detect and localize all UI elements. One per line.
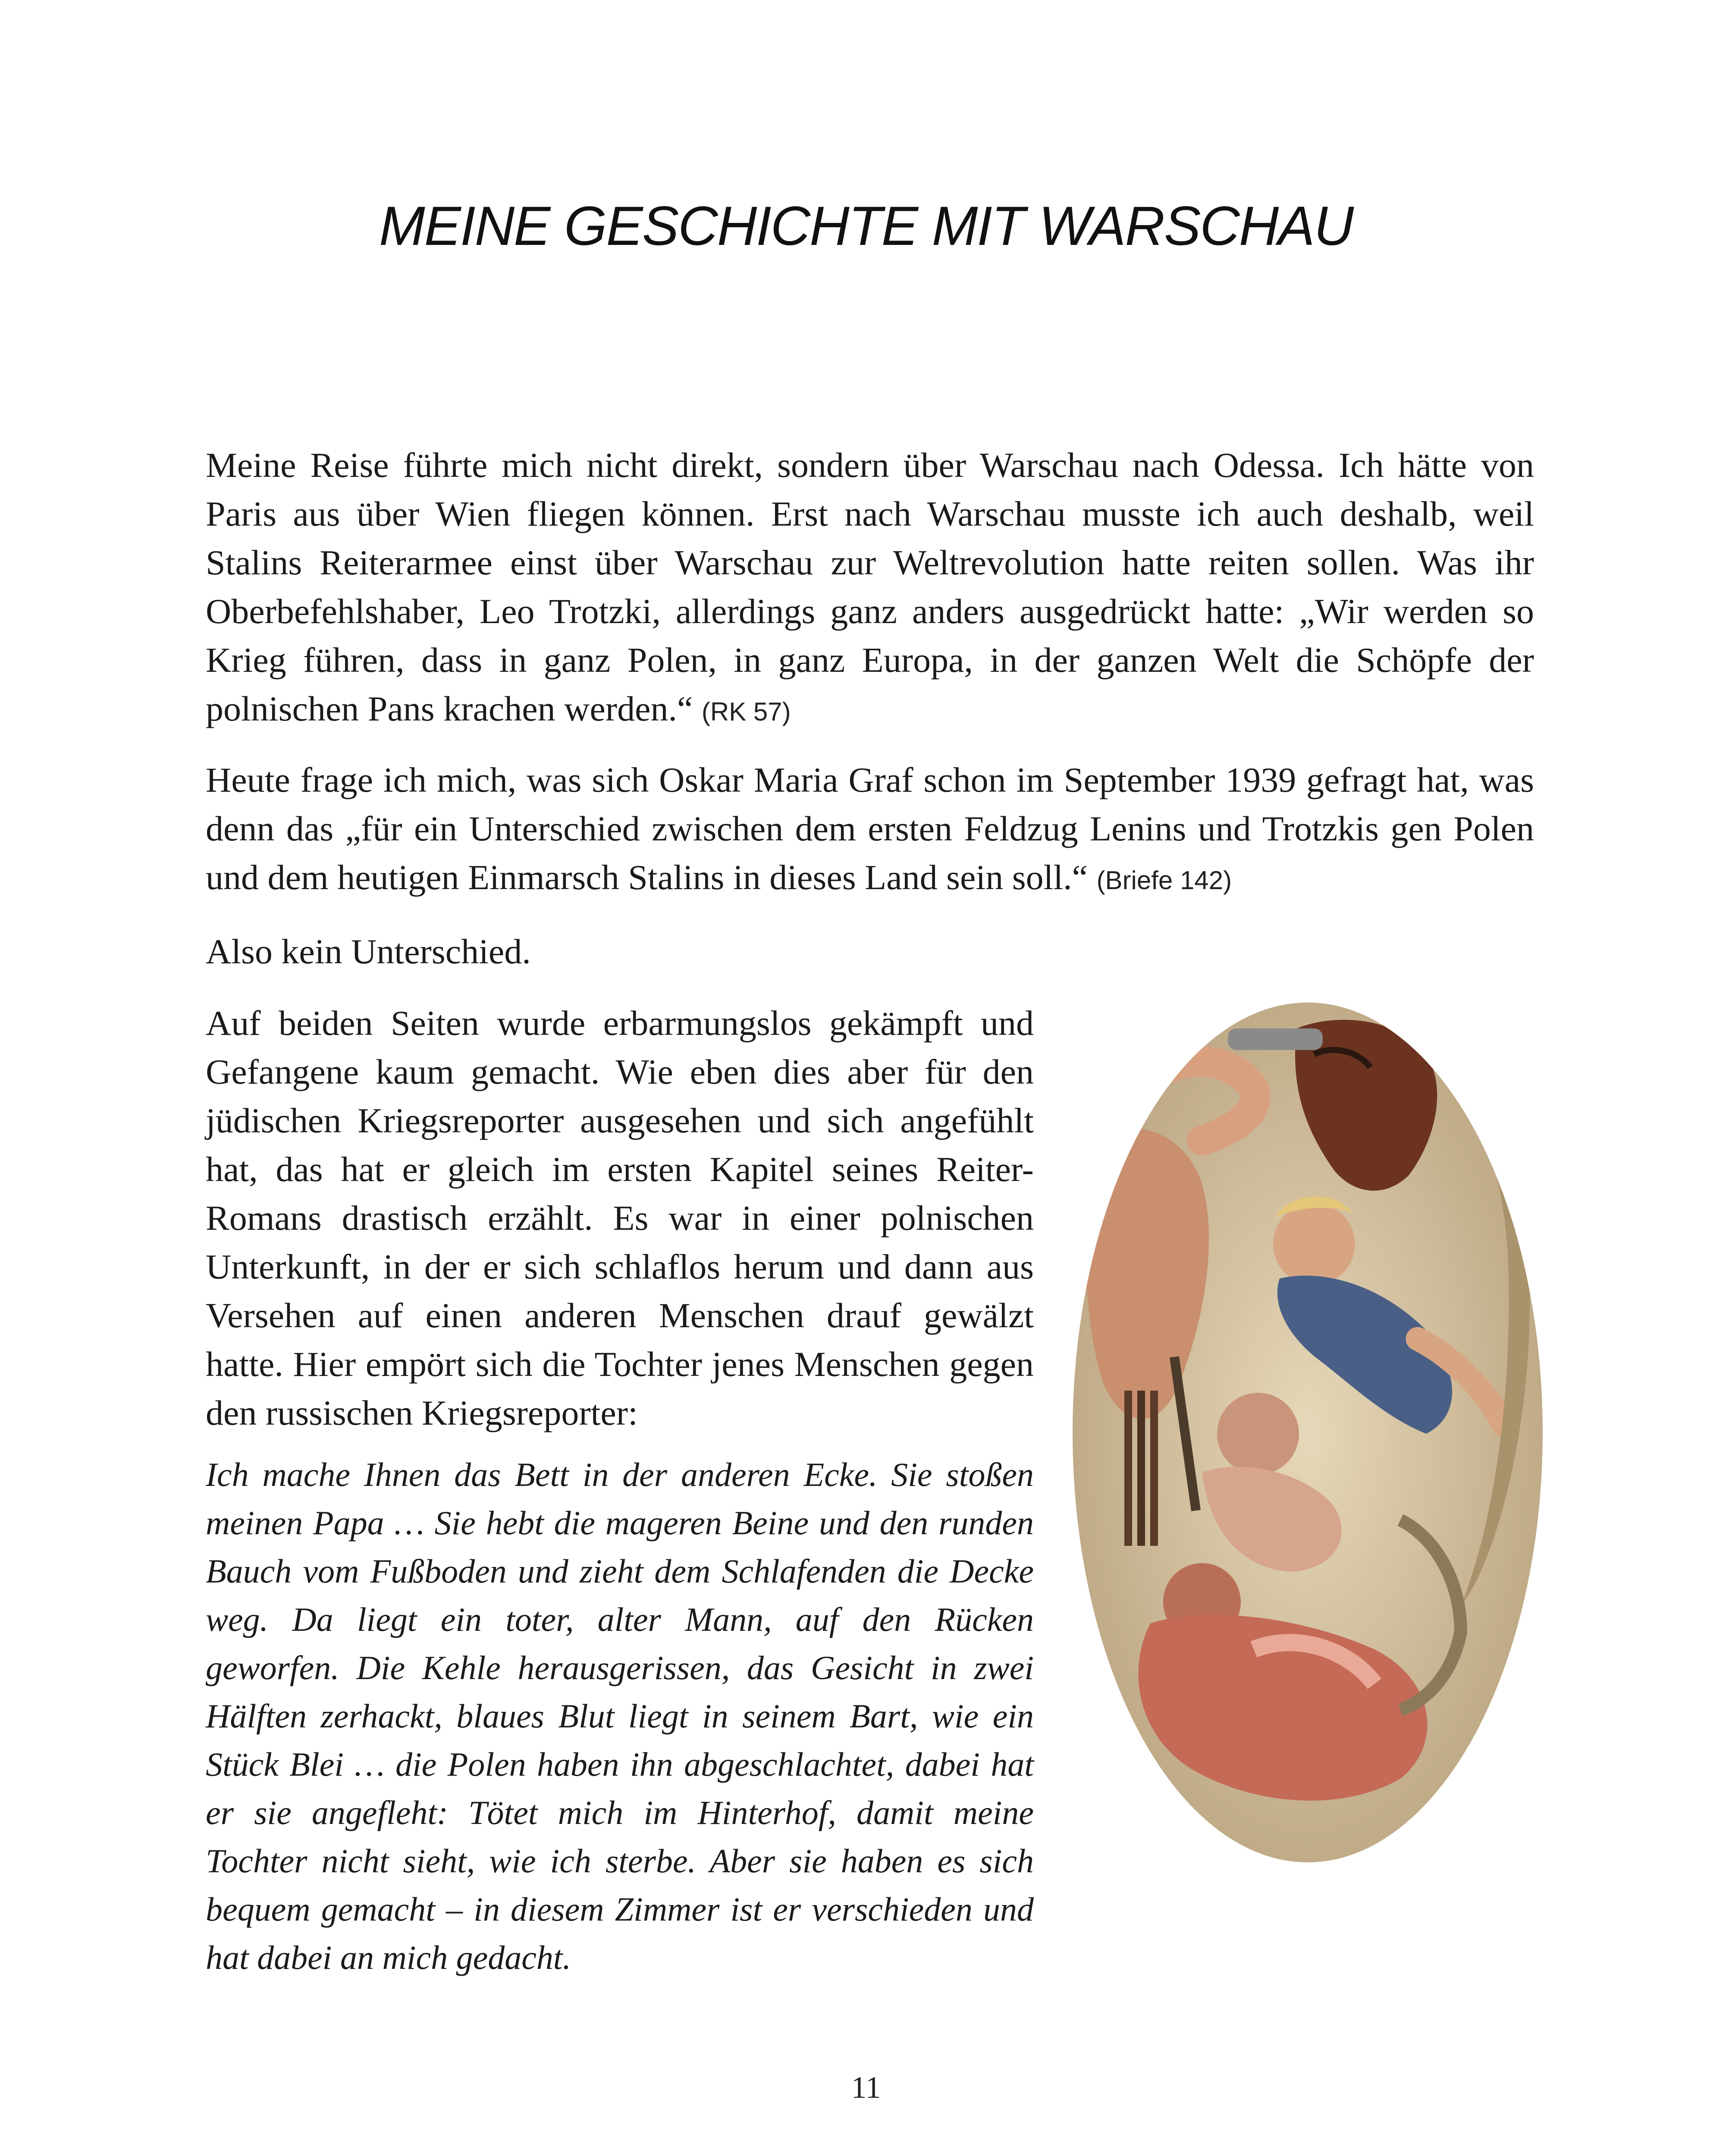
citation: (RK 57) [701, 697, 791, 726]
quote-text: Ich mache Ihnen das Bett in der anderen Ecke. Sie stoßen meinen Papa … Sie hebt die mageren Beine und den runden Bauch vom Fußboden und zieht dem Schlafenden die Decke weg. Da liegt ein toter, alter Mann, auf den Rücken geworfen. Die Kehle herausgerissen, das Gesicht in zwei Hälften zerhackt, blaues Blut liegt in seinem Bart, wie ein Stück Blei … die Polen haben ihn abgeschlachtet, dabei hat er sie angefleht: Tötet mich im Hinterhof, damit meine Tochter nicht sieht, wie ich sterbe. Aber sie haben es sich bequem gemacht – in diesem Zimmer ist er verschieden und hat dabei an mich gedacht. [206, 1456, 1034, 1976]
paragraph-text: Heute frage ich mich, was sich Oskar Maria Graf schon im September 1939 gefragt hat, was denn das „für ein Unterschied zwischen dem ersten Feldzug Lenins und Trotzkis gen Polen und dem heutigen Einmarsch Stalins in dieses Land sein soll.“ [206, 760, 1534, 897]
paragraph-trotzki-quote [206, 441, 1534, 736]
paragraph-no-difference [206, 927, 1534, 976]
citation: (Briefe 142) [1096, 866, 1232, 895]
oval-painting-illustration [1073, 1003, 1543, 1863]
paragraph-war-reporter [206, 999, 1034, 1437]
paragraph-text: Meine Reise führte mich nicht direkt, sondern über Warschau nach Odessa. Ich hätte von Paris aus über Wien fliegen können. Erst nach Warschau musste ich auch deshalb, weil Stalins Reiterarmee einst über Warschau zur Weltrevolution hatte reiten sollen. Was ihr Oberbefehlshaber, Leo Trotzki, allerdings ganz anders ausgedrückt hatte: „Wir werden so Krieg führen, dass in ganz Polen, in ganz Europa, in der ganzen Welt die Schöpfe der polnischen Pans krachen werden.“ [206, 445, 1534, 728]
chapter-title: MEINE GESCHICHTE MIT WARSCHAU [379, 195, 1353, 257]
paragraph-text: Also kein Unterschied. [206, 932, 531, 971]
bald-head [1217, 1393, 1299, 1475]
paragraph-graf-question [206, 755, 1534, 905]
blond-head [1273, 1203, 1355, 1285]
rifles [1124, 1391, 1158, 1546]
page-number: 11 [851, 2070, 881, 2105]
paragraph-text: Auf beiden Seiten wurde erbarmungslos gekämpft und Gefangene kaum gemacht. Wie eben dies aber für den jüdischen Kriegsreporter ausgesehen und sich angefühlt hat, das hat er gleich im ersten Kapitel seines Reiter-Romans drastisch erzählt. Es war in einer polnischen Unterkunft, in der er sich schlaflos herum und dann aus Versehen auf einen anderen Menschen drauf gewälzt hatte. Hier empört sich die Tochter jenes Menschen gegen den russischen Kriegsreporter: [206, 1003, 1034, 1432]
block-quote-novel-excerpt [206, 1451, 1034, 1982]
foliage [1487, 1020, 1503, 1141]
pistol [1228, 1028, 1323, 1050]
